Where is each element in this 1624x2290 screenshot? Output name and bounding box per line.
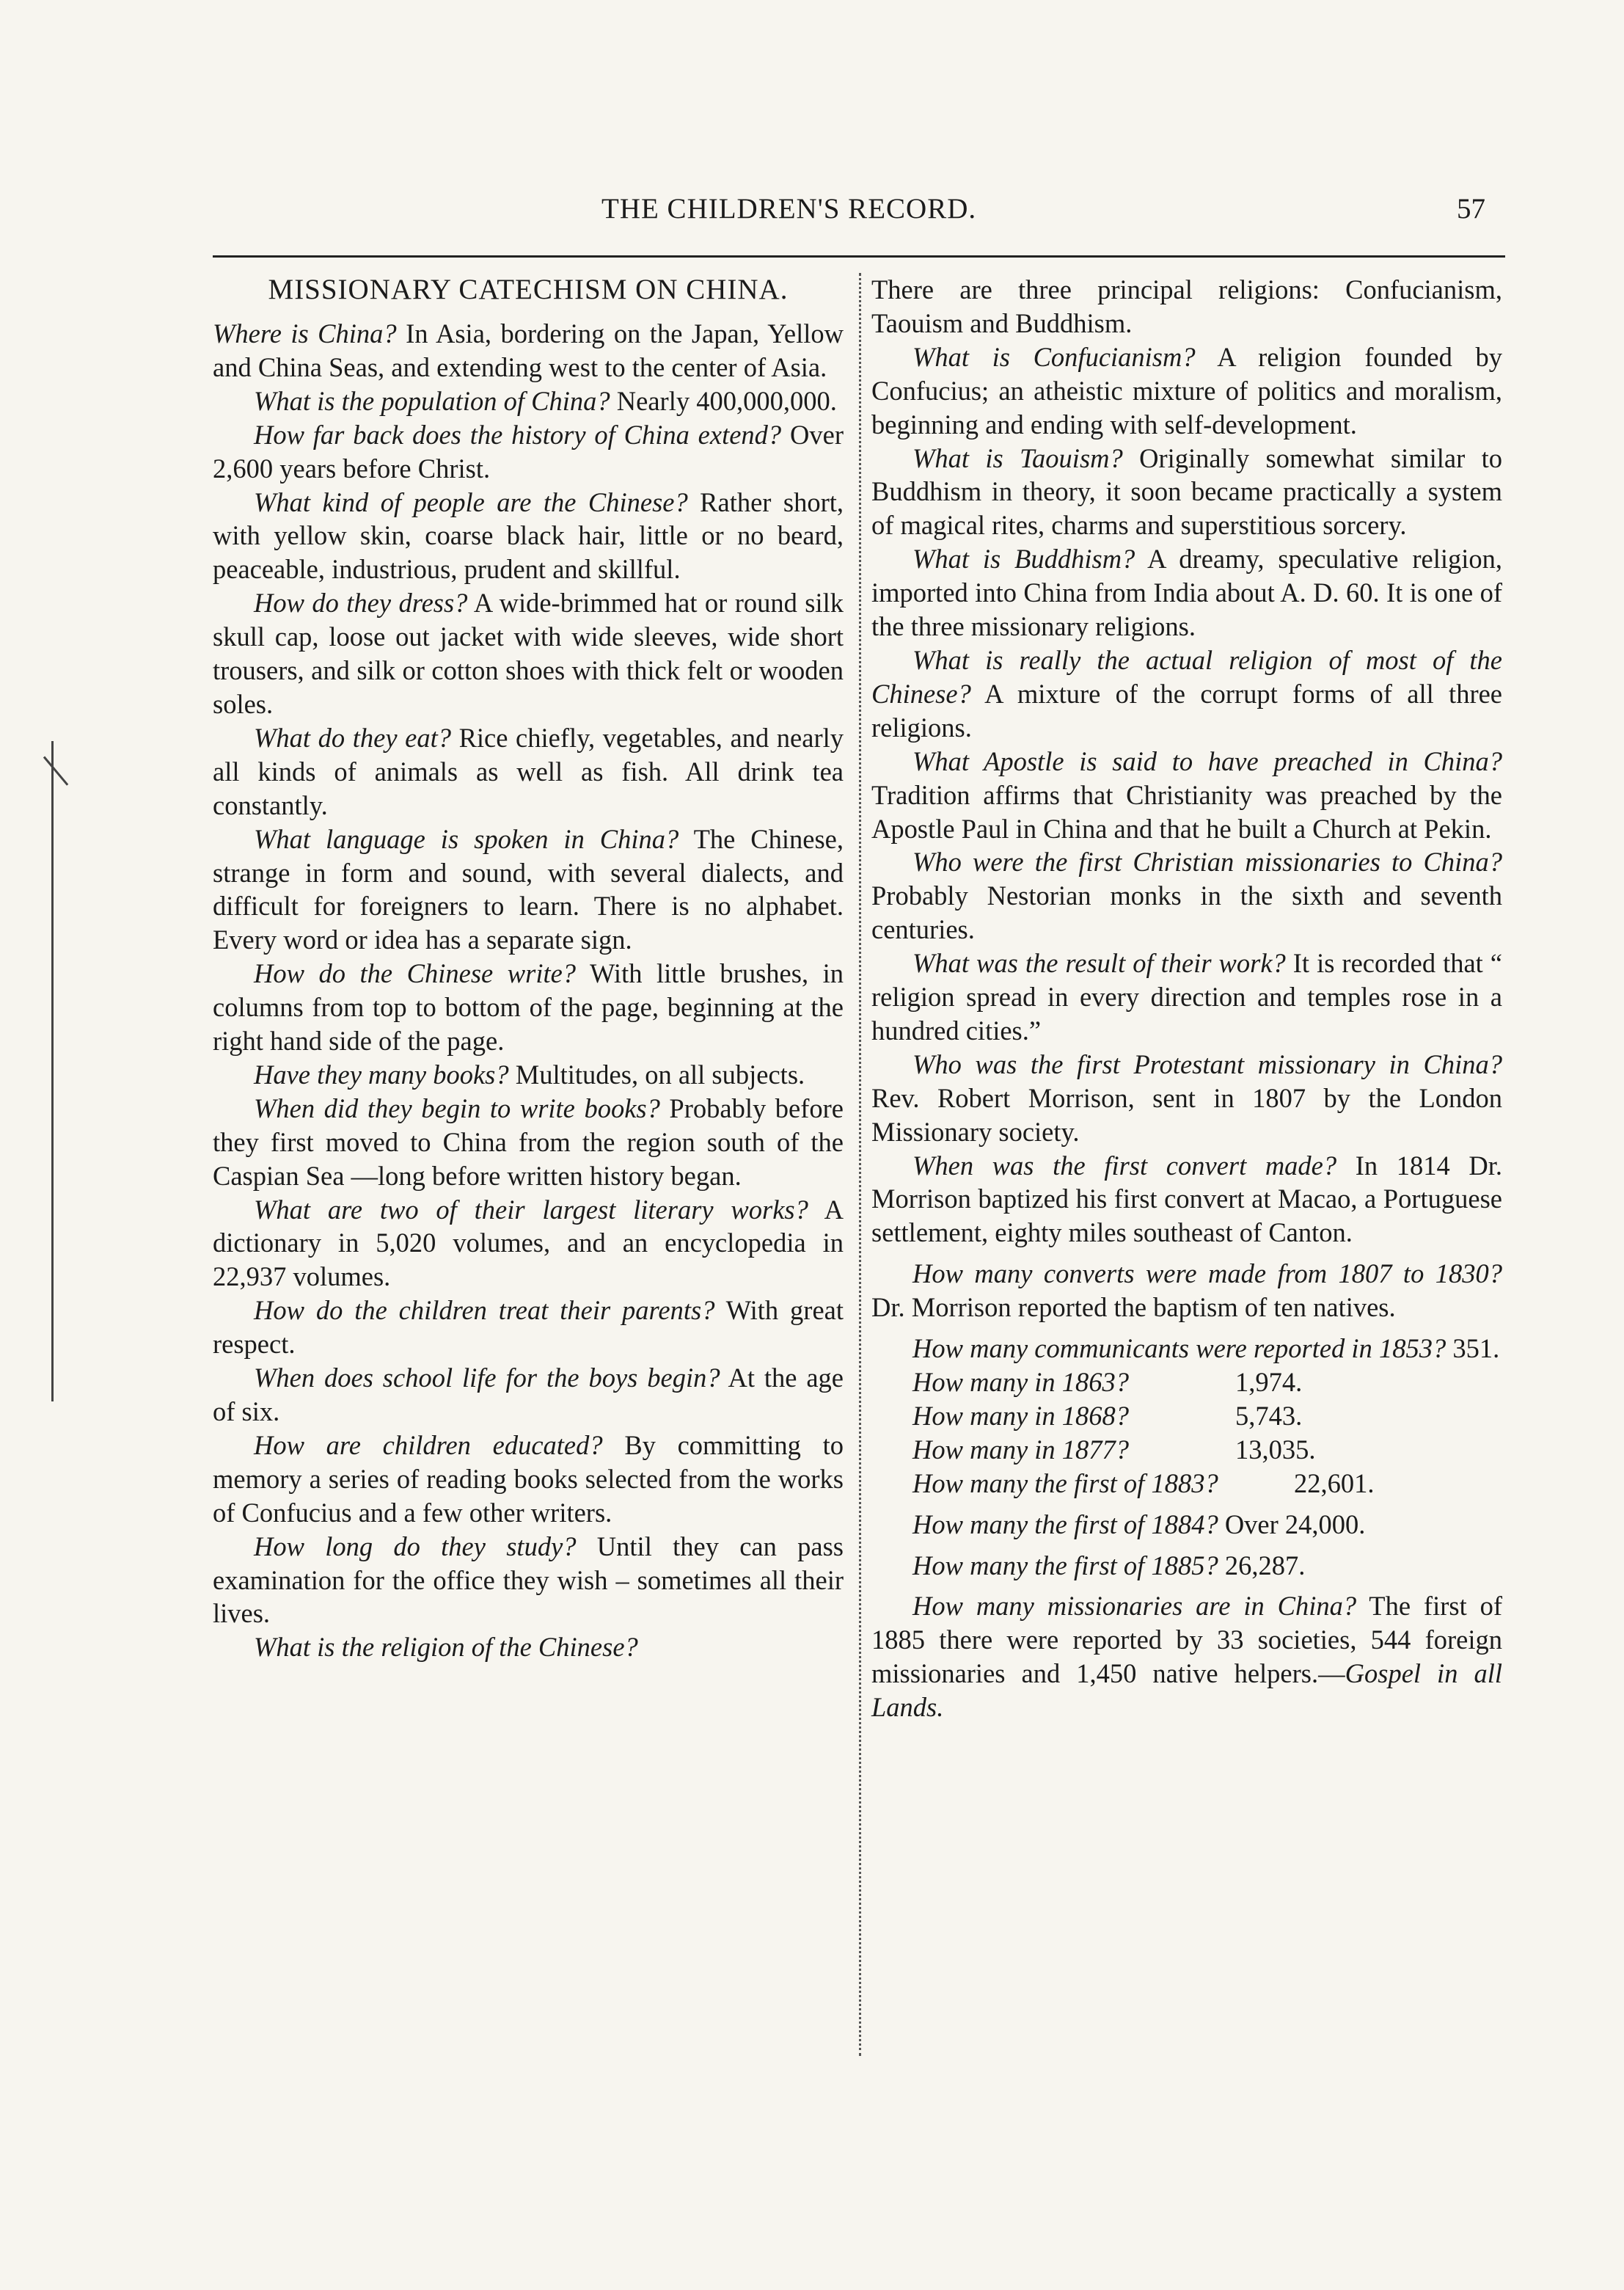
communicant-stats-list: [871, 1365, 1502, 1500]
answer: A dreamy, speculative religion, imported into China from India about A. D. 60. It is one of the three missionary religions.: [871, 544, 1502, 642]
answer: Probably Nestorian monks in the sixth and seventh centuries.: [871, 880, 1502, 945]
answer: 5,743.: [1235, 1400, 1303, 1431]
question: When did they begin to write books?: [254, 1093, 660, 1123]
question: How many in 1868?: [912, 1400, 1130, 1431]
qa-paragraph: [213, 1630, 844, 1664]
answer: Dr. Morrison reported the baptism of ten natives.: [871, 1292, 1396, 1323]
question: Where is China?: [213, 318, 397, 349]
question: How many in 1877?: [912, 1434, 1130, 1465]
answer: Rice chiefly, vegetables, and nearly all kinds of animals as well as fish. All drink tea constantly.: [213, 722, 844, 820]
qa-paragraph: [871, 1332, 1502, 1365]
question: How many communicants were reported in 1853?: [912, 1333, 1446, 1364]
answer: In Asia, bordering on the Japan, Yellow and China Seas, and extending west to the center of Asia.: [213, 318, 844, 382]
answer: Rev. Robert Morrison, sent in 1807 by the London Missionary society.: [871, 1082, 1502, 1147]
qa-paragraph: [213, 586, 844, 721]
margin-mark: [43, 756, 68, 786]
stats-row: [912, 1467, 1502, 1500]
qa-paragraph: [871, 1508, 1502, 1542]
answer: Nearly 400,000,000.: [610, 385, 837, 416]
qa-paragraph: [213, 1361, 844, 1429]
question: When was the first convert made?: [912, 1150, 1337, 1181]
header-rule: [213, 255, 1505, 258]
qa-paragraph: [871, 1257, 1502, 1324]
source-citation: Gospel in all Lands.: [871, 1658, 1502, 1723]
qa-paragraph: [213, 384, 844, 418]
question: What is Buddhism?: [912, 544, 1135, 575]
answer: It is recorded that “ religion spread in every direction and temples rose in a hundred cities.”: [871, 948, 1502, 1046]
question: What is Taouism?: [912, 442, 1123, 473]
answer: 13,035.: [1235, 1434, 1316, 1465]
qa-paragraph: [871, 542, 1502, 643]
question: How many the first of 1885?: [912, 1550, 1218, 1580]
answer: With great respect.: [213, 1295, 844, 1360]
answer: The first of 1885 there were reported by 33 societies, 544 foreign missionaries and 1,450 native helpers.—: [871, 1591, 1502, 1689]
qa-paragraph: [213, 957, 844, 1058]
answer: 22,601.: [1294, 1467, 1375, 1498]
answer: With little brushes, in columns from top to bottom of the page, beginning at the right hand side of the page.: [213, 958, 844, 1057]
page-number: 57: [1457, 193, 1485, 225]
question: How do the Chinese write?: [254, 958, 577, 989]
answer: 351.: [1446, 1333, 1500, 1364]
qa-paragraph: [871, 1589, 1502, 1724]
article-heading: MISSIONARY CATECHISM ON CHINA.: [268, 274, 789, 305]
intro-paragraph: There are three principal religions: Confucianism, Taouism and Buddhism.: [871, 274, 1502, 338]
qa-paragraph: [213, 721, 844, 823]
question: What do they eat?: [254, 722, 451, 753]
margin-mark: [51, 741, 54, 1401]
question: What was the result of their work?: [912, 948, 1286, 979]
question: What kind of people are the Chinese?: [254, 486, 688, 517]
answer: Originally somewhat similar to Buddhism in theory, it soon became practically a system of magical rites, charms and superstitious sorcery.: [871, 442, 1502, 541]
qa-paragraph: [871, 1149, 1502, 1250]
question: How many the first of 1883?: [912, 1467, 1218, 1498]
column-divider: [859, 273, 863, 2056]
answer: A religion founded by Confucius; an atheistic mixture of politics and moralism, beginning and ending with self-development.: [871, 341, 1502, 440]
question: How many missionaries are in China?: [912, 1591, 1357, 1622]
qa-paragraph: [213, 486, 844, 587]
answer: By committing to memory a series of reading books selected from the works of Confucius and a few other writers.: [213, 1429, 844, 1528]
stats-row: [912, 1433, 1502, 1467]
answer: Multitudes, on all subjects.: [508, 1059, 805, 1090]
answer: The Chinese, strange in form and sound, with several dialects, and difficult for foreigners to learn. There is no alphabet. Every word or idea has a separate sign.: [213, 823, 844, 955]
question: What is the religion of the Chinese?: [254, 1632, 638, 1663]
qa-paragraph: [213, 1058, 844, 1092]
answer: A dictionary in 5,020 volumes, and an encyclopedia in 22,937 volumes.: [213, 1194, 844, 1292]
qa-paragraph: [871, 745, 1502, 846]
answer: 26,287.: [1218, 1550, 1306, 1580]
question: How many in 1863?: [912, 1367, 1130, 1397]
question: How many converts were made from 1807 to 1830?: [912, 1258, 1502, 1289]
qa-paragraph: [871, 340, 1502, 442]
stats-row: [912, 1365, 1502, 1399]
right-column: [871, 273, 1502, 1724]
stats-row: [912, 1399, 1502, 1433]
answer: A wide-brimmed hat or round silk skull cap, loose out jacket with wide sleeves, wide short trousers, and silk or cotton shoes with thick felt or wooden soles.: [213, 588, 844, 719]
answer: Probably before they first moved to China from the region south of the Caspian Sea —long before written history began.: [213, 1093, 844, 1191]
answer: Tradition affirms that Christianity was preached by the Apostle Paul in China and that he built a Church at Pekin.: [871, 779, 1502, 844]
qa-paragraph: [213, 1530, 844, 1631]
question: What language is spoken in China?: [254, 823, 679, 854]
qa-paragraph: [213, 418, 844, 486]
qa-paragraph: [213, 1294, 844, 1361]
qa-paragraph: [871, 947, 1502, 1048]
answer: Rather short, with yellow skin, coarse black hair, little or no beard, peaceable, industrious, prudent and skillful.: [213, 486, 844, 585]
question: How long do they study?: [254, 1531, 577, 1561]
qa-paragraph: [871, 845, 1502, 947]
answer: Over 2,600 years before Christ.: [213, 419, 844, 484]
question: When does school life for the boys begin?: [254, 1363, 720, 1393]
qa-paragraph: [213, 1092, 844, 1193]
question: How many the first of 1884?: [912, 1509, 1218, 1539]
answer: Over 24,000.: [1218, 1509, 1366, 1539]
qa-paragraph: [871, 1549, 1502, 1583]
question: What Apostle is said to have preached in China?: [912, 745, 1502, 776]
answer: At the age of six.: [213, 1363, 844, 1426]
answer: 1,974.: [1235, 1367, 1303, 1397]
qa-paragraph: [213, 1429, 844, 1530]
periodical-title: THE CHILDREN'S RECORD.: [601, 193, 977, 225]
question: How do the children treat their parents?: [254, 1295, 715, 1326]
question: Have they many books?: [254, 1059, 509, 1090]
question: Who were the first Christian missionaries to China?: [912, 847, 1502, 878]
question: How far back does the history of China extend?: [254, 419, 782, 450]
question: What are two of their largest literary works?: [254, 1194, 808, 1225]
question: What is Confucianism?: [912, 341, 1196, 372]
qa-paragraph: [871, 1048, 1502, 1149]
qa-paragraph: [871, 643, 1502, 745]
page-header: [0, 192, 1624, 236]
qa-paragraph: [213, 317, 844, 384]
qa-paragraph: [213, 823, 844, 958]
answer: Until they can pass examination for the office they wish – sometimes all their lives.: [213, 1531, 844, 1629]
question: What is the population of China?: [254, 385, 610, 416]
question: Who was the first Protestant missionary in China?: [912, 1049, 1502, 1079]
qa-paragraph: [213, 1193, 844, 1294]
question: How do they dress?: [254, 588, 468, 619]
answer: A mixture of the corrupt forms of all three religions.: [871, 678, 1502, 743]
left-column: [213, 273, 844, 1664]
qa-paragraph: [871, 442, 1502, 543]
answer: In 1814 Dr. Morrison baptized his first convert at Macao, a Portuguese settlement, eighty miles southeast of Canton.: [871, 1150, 1502, 1248]
question: What is really the actual religion of most of the Chinese?: [871, 644, 1502, 709]
question: How are children educated?: [254, 1429, 603, 1460]
